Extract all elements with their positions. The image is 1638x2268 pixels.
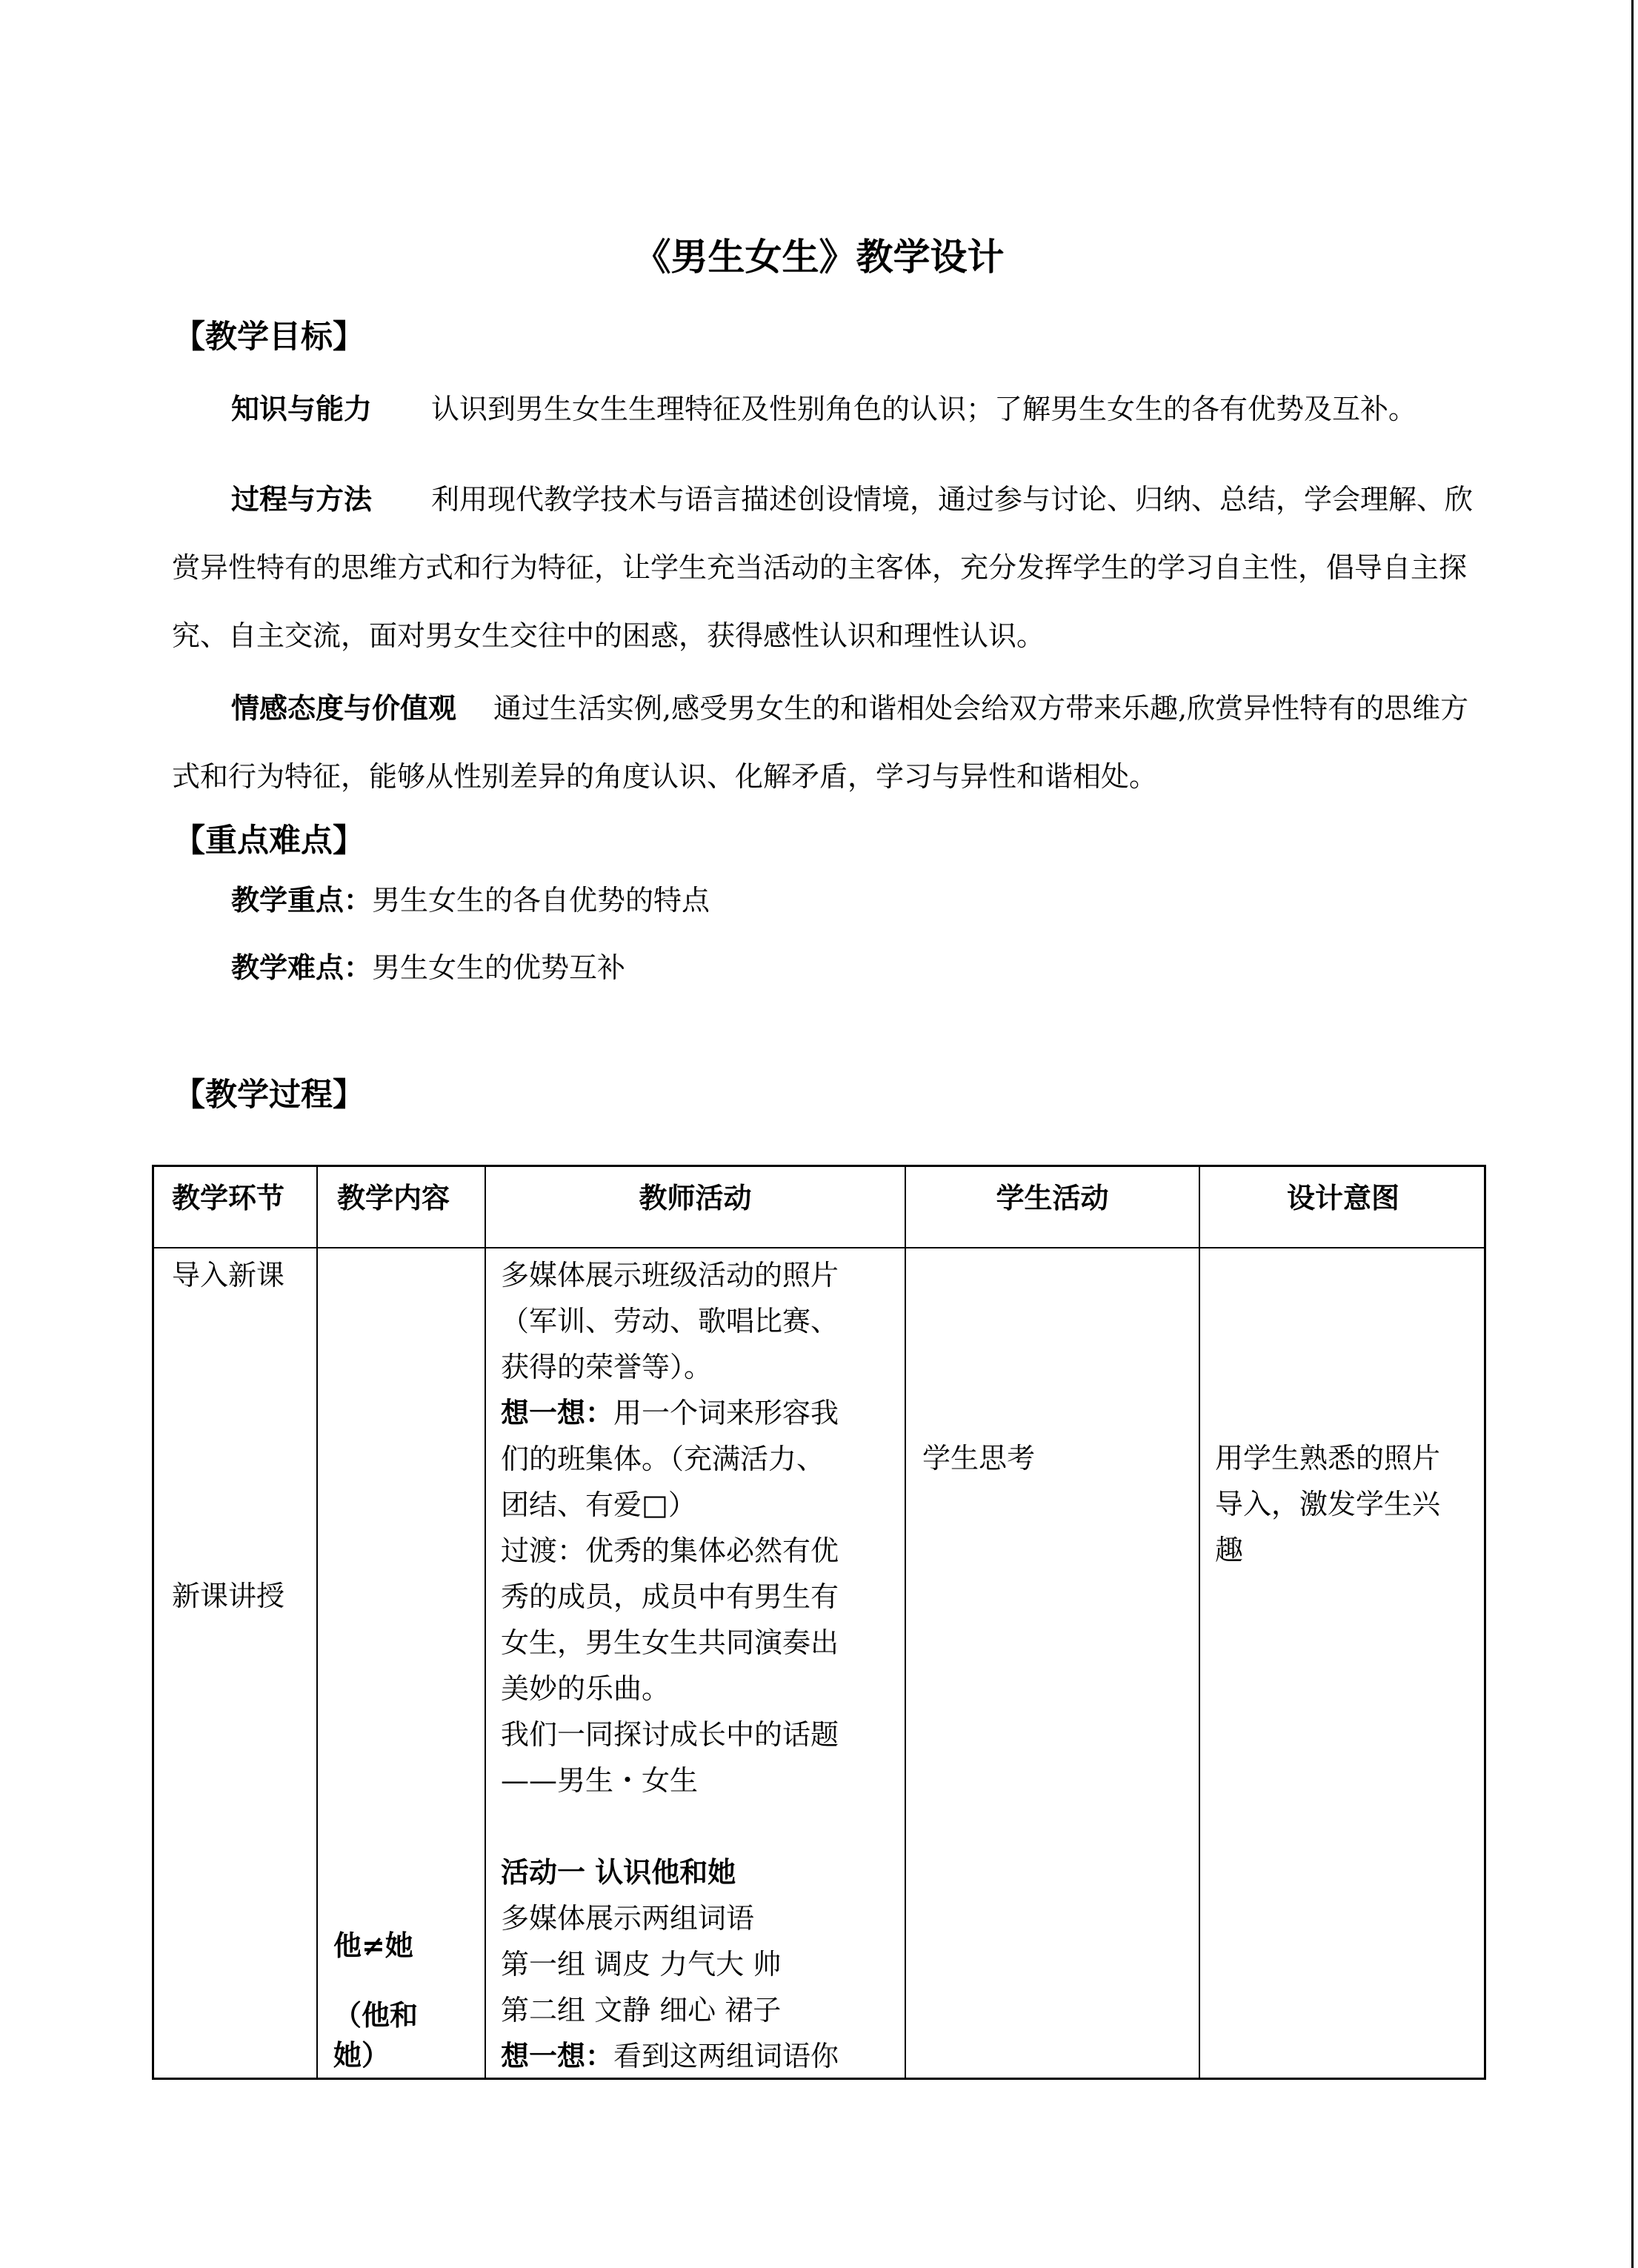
design-line: 导入，激发学生兴	[1215, 1488, 1441, 1520]
knowledge-text: 认识到男生女生生理特征及性别角色的认识；了解男生女生的各有优势及互补。	[431, 393, 1417, 425]
think-text: 用一个词来形容我	[613, 1397, 839, 1429]
table-header-student: 学生活动	[996, 1181, 1109, 1214]
teacher-line: 过渡：优秀的集体必然有优	[501, 1534, 839, 1567]
table-column-divider	[1199, 1167, 1200, 2078]
student-activity: 学生思考	[922, 1442, 1036, 1474]
page-right-border	[1631, 0, 1634, 2268]
process-text: 利用现代教学技术与语言描述创设情境，通过参与讨论、归纳、总结，学会理解、欣赏异性特有的思维方式和行为特征，让学生充当活动的主客体，充分发挥学生的学习自主性，倡导自主探究、自主交流，面对男女生交往中的困惑，获得感性认识和理性认识。	[172, 483, 1474, 652]
focus-label: 教学重点：	[231, 883, 373, 917]
stage-new-lesson: 新课讲授	[172, 1580, 285, 1612]
focus-line	[231, 878, 710, 922]
table-column-divider	[316, 1167, 318, 2078]
activity-title: 活动一 认识他和她	[501, 1855, 736, 1889]
teacher-line: 美妙的乐曲。	[501, 1672, 670, 1705]
table-header-content: 教学内容	[337, 1181, 450, 1214]
teacher-line: 获得的荣誉等）。	[501, 1351, 713, 1383]
paragraph-knowledge	[172, 387, 1476, 431]
teacher-activity	[501, 1252, 839, 2079]
teacher-line: ——男生・女生	[501, 1764, 699, 1797]
difficulty-line	[231, 945, 625, 990]
section-heading-keypoints: 【重点难点】	[173, 822, 364, 859]
paragraph-process	[172, 465, 1476, 670]
content-title: 他≠她	[333, 1929, 413, 1962]
teacher-line: 第二组 文静 细心 裙子	[501, 1994, 782, 2026]
table-header-design: 设计意图	[1286, 1181, 1399, 1214]
teacher-line: 秀的成员，成员中有男生有	[501, 1580, 839, 1613]
think-text: 看到这两组词语你	[613, 2040, 839, 2072]
teacher-line: （军训、劳动、歌唱比赛、	[501, 1305, 839, 1337]
teacher-line: 第一组 调皮 力气大 帅	[501, 1948, 782, 1981]
think-line	[501, 1390, 839, 1436]
teacher-line: 女生，男生女生共同演奏出	[501, 1626, 839, 1659]
knowledge-label: 知识与能力	[231, 392, 373, 425]
teacher-line: 团结、有爱□）	[501, 1489, 696, 1521]
difficulty-label: 教学难点：	[231, 951, 373, 984]
think-line	[501, 2033, 839, 2079]
content-subtitle-line1: （他和	[333, 1998, 419, 2032]
think-label: 想一想：	[501, 1396, 614, 1429]
stage-intro: 导入新课	[172, 1259, 285, 1291]
design-line: 趣	[1215, 1534, 1244, 1566]
teacher-line: 们的班集体。（充满活力、	[501, 1443, 825, 1475]
table-column-divider	[485, 1167, 486, 2078]
table-column-divider	[905, 1167, 906, 2078]
content-subtitle-line2: 她）	[333, 2038, 390, 2072]
focus-text: 男生女生的各自优势的特点	[372, 884, 710, 917]
table-header-stage: 教学环节	[172, 1181, 285, 1214]
table-header-teacher: 教师活动	[639, 1181, 752, 1214]
teacher-line: 多媒体展示班级活动的照片	[501, 1259, 839, 1291]
teacher-line: 多媒体展示两组词语	[501, 1902, 755, 1935]
difficulty-text: 男生女生的优势互补	[372, 951, 626, 984]
emotion-text: 通过生活实例,感受男女生的和谐相处会给双方带来乐趣,欣赏异性特有的思维方式和行为特征，能够从性别差异的角度认识、化解矛盾，学习与异性和谐相处。	[172, 692, 1469, 793]
design-intent	[1215, 1435, 1440, 1573]
paragraph-emotion	[172, 674, 1476, 811]
section-heading-objectives: 【教学目标】	[173, 319, 364, 356]
emotion-label: 情感态度与价值观	[231, 691, 457, 725]
section-heading-process: 【教学过程】	[173, 1077, 364, 1114]
think-label: 想一想：	[501, 2039, 614, 2072]
blank-line	[501, 1803, 839, 1849]
design-line: 用学生熟悉的照片	[1215, 1442, 1441, 1474]
teacher-line: 我们一同探讨成长中的话题	[501, 1718, 839, 1751]
page-title: 《男生女生》教学设计	[633, 235, 1005, 279]
process-label: 过程与方法	[231, 482, 373, 516]
teaching-process-table	[152, 1165, 1486, 2080]
